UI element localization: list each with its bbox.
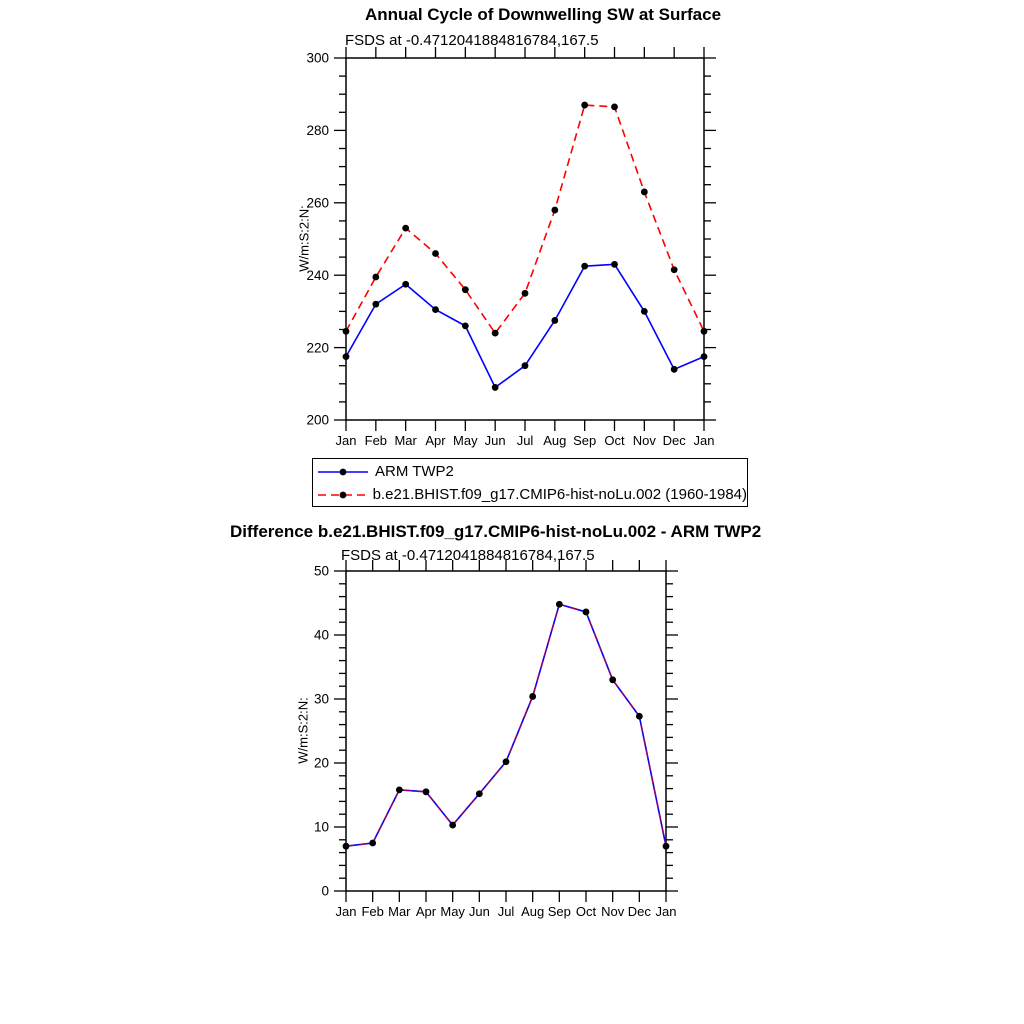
series-markers-1	[343, 102, 708, 337]
svg-text:May: May	[440, 904, 465, 919]
svg-text:Jul: Jul	[516, 433, 534, 448]
svg-text:280: 280	[306, 123, 329, 139]
series-line-1	[346, 105, 704, 333]
svg-text:240: 240	[306, 267, 329, 283]
series-line-0-overlay	[346, 604, 666, 846]
top-chart-y-axis-title: W/m:S:2:N:	[296, 205, 312, 272]
svg-text:300: 300	[306, 50, 329, 66]
svg-text:Sep: Sep	[573, 433, 597, 448]
svg-text:10: 10	[313, 819, 329, 835]
svg-text:Sep: Sep	[547, 904, 571, 919]
svg-text:Jan: Jan	[335, 904, 357, 919]
svg-text:May: May	[453, 433, 478, 448]
chart-1	[314, 560, 678, 919]
legend-obs-label: ARM TWP2	[375, 463, 454, 480]
legend-row-model	[313, 483, 747, 506]
plot-frame	[346, 571, 666, 891]
legend-row-obs	[313, 460, 747, 483]
svg-text:260: 260	[306, 195, 329, 211]
legend-obs-line-icon	[317, 465, 371, 479]
bottom-chart-title: Difference b.e21.BHIST.f09_g17.CMIP6-hist-noLu.002 - ARM TWP2	[230, 522, 762, 541]
svg-text:Aug: Aug	[521, 904, 545, 919]
svg-text:40: 40	[313, 627, 329, 643]
y-axis	[314, 564, 678, 899]
y-axis	[306, 51, 716, 428]
svg-text:Oct: Oct	[604, 433, 625, 448]
bottom-chart-subtitle: FSDS at -0.4712041884816784,167.5	[341, 547, 595, 564]
svg-text:Jan: Jan	[655, 904, 677, 919]
svg-text:Aug: Aug	[543, 433, 567, 448]
chart-0	[306, 47, 716, 448]
svg-text:Feb: Feb	[361, 904, 384, 919]
svg-text:Jun: Jun	[468, 904, 490, 919]
svg-text:Apr: Apr	[425, 433, 446, 448]
svg-text:Jan: Jan	[693, 433, 715, 448]
svg-text:Oct: Oct	[575, 904, 597, 919]
svg-text:0: 0	[321, 883, 329, 899]
svg-text:Mar: Mar	[394, 433, 417, 448]
svg-text:220: 220	[306, 340, 329, 356]
svg-text:50: 50	[313, 563, 329, 579]
x-axis	[336, 47, 715, 448]
svg-text:Nov: Nov	[601, 904, 625, 919]
legend-model-line-icon	[317, 488, 369, 502]
legend-model-label: b.e21.BHIST.f09_g17.CMIP6-hist-noLu.002 (1960-1984)	[372, 486, 747, 503]
svg-text:Feb: Feb	[364, 433, 388, 448]
bottom-chart-y-axis-title: W/m:S:2:N:	[295, 697, 311, 764]
svg-text:Jan: Jan	[335, 433, 357, 448]
svg-text:Nov: Nov	[632, 433, 656, 448]
x-axis	[336, 560, 677, 919]
svg-text:Jun: Jun	[484, 433, 506, 448]
svg-text:Dec: Dec	[662, 433, 686, 448]
top-chart-subtitle: FSDS at -0.4712041884816784,167.5	[345, 32, 599, 49]
series-markers-0	[343, 601, 670, 850]
svg-text:Dec: Dec	[627, 904, 651, 919]
svg-text:Mar: Mar	[388, 904, 411, 919]
svg-text:Jul: Jul	[497, 904, 515, 919]
svg-text:Apr: Apr	[415, 904, 437, 919]
legend	[312, 458, 748, 507]
svg-text:30: 30	[313, 691, 329, 707]
svg-text:200: 200	[306, 412, 329, 428]
svg-text:20: 20	[313, 755, 329, 771]
top-chart-title: Annual Cycle of Downwelling SW at Surface	[364, 5, 722, 24]
series-line-0	[346, 604, 666, 846]
